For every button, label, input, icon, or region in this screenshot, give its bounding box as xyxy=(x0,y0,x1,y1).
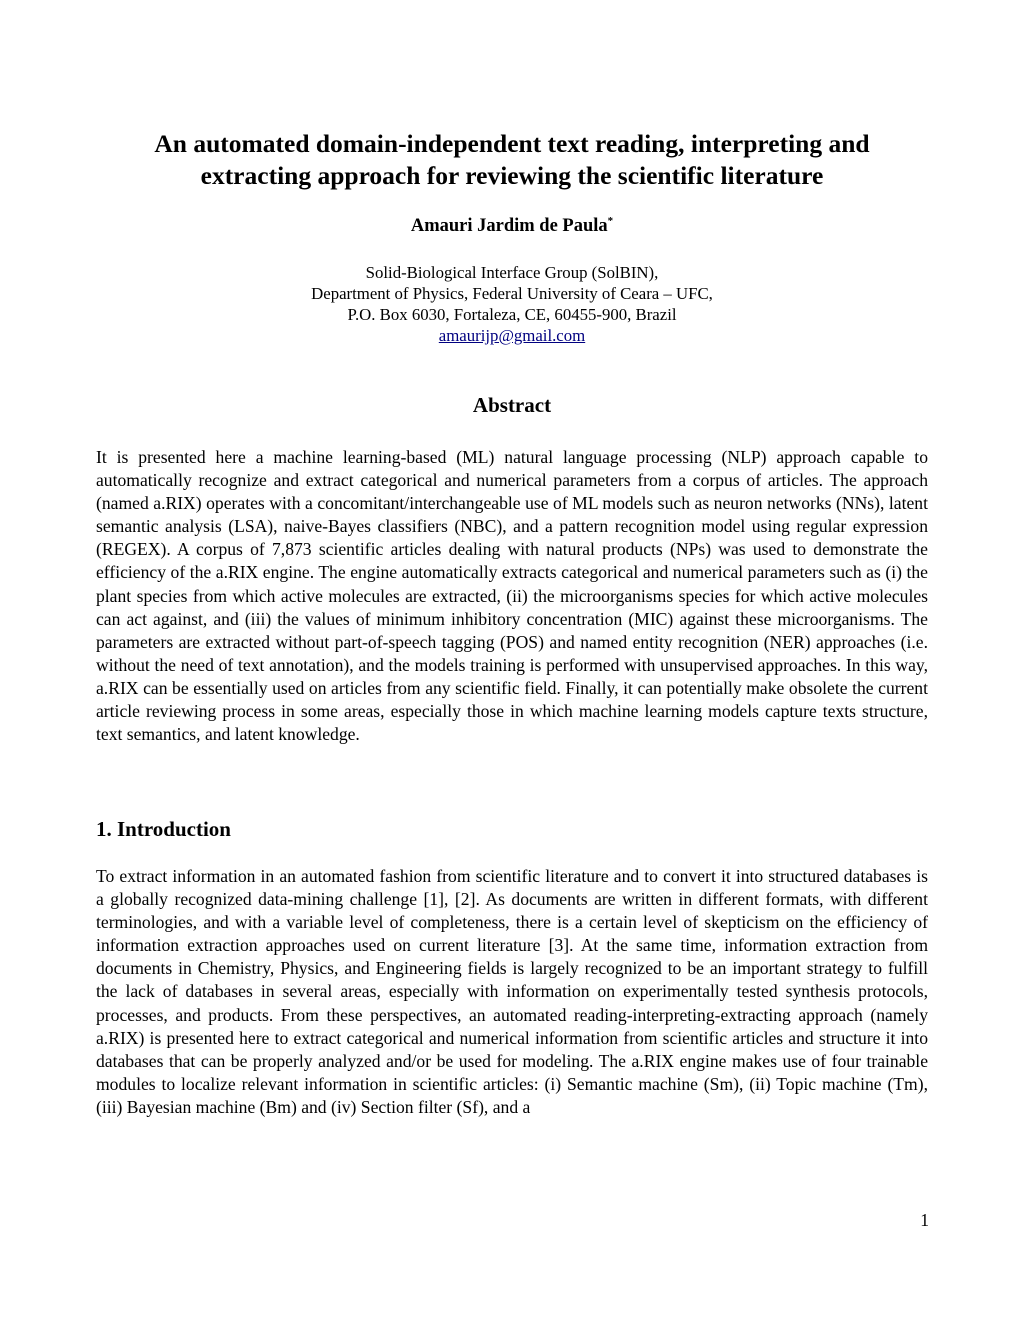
affiliation-department: Department of Physics, Federal University of Ceara – UFC, xyxy=(311,284,713,303)
introduction-paragraph: To extract information in an automated fashion from scientific literature and to convert it into structured databases is a globally recognized data-mining challenge [1], [2]. As documents are written in different formats, with different terminologies, and with a variable level of completeness, there is a certain level of skepticism on the efficiency of information extraction approaches used on current literature [3]. At the same time, information extraction from documents in Chemistry, Physics, and Engineering fields is largely recognized to be an important strategy to fulfill the lack of databases in several areas, especially with information on experimentally tested synthesis protocols, processes, and products. From these perspectives, an automated reading-interpreting-extracting approach (namely a.RIX) is presented here to extract categorical and numerical information from scientific articles and structure it into databases that can be properly analyzed and/or be used for modeling. The a.RIX engine makes use of four trainable modules to localize relevant information in scientific articles: (i) Semantic machine (Sm), (ii) Topic machine (Tm), (iii) Bayesian machine (Bm) and (iv) Section filter (Sf), and a xyxy=(96,866,928,1117)
abstract-heading: Abstract xyxy=(472,393,552,417)
page-number: 1 xyxy=(920,1210,929,1230)
author-name-text: Amauri Jardim de Paula xyxy=(410,216,608,236)
author-email-link[interactable]: amaurijp@gmail.com xyxy=(438,326,586,345)
author-name xyxy=(96,214,928,238)
paper-title-line-2: extracting approach for reviewing the scientific literature xyxy=(200,161,824,190)
author-affiliation xyxy=(96,262,928,346)
affiliation-address: P.O. Box 6030, Fortaleza, CE, 60455-900, Brazil xyxy=(347,305,677,324)
abstract-paragraph: It is presented here a machine learning-based (ML) natural language processing (NLP) approach capable to automatically recognize and extract categorical and numerical parameters from a corpus of articles. The approach (named a.RIX) operates with a concomitant/interchangeable use of ML models such as neuron networks (NNs), latent semantic analysis (LSA), naive-Bayes classifiers (NBC), and a pattern recognition model using regular expression (REGEX). A corpus of 7,873 scientific articles dealing with natural products (NPs) was used to demonstrate the efficiency of the a.RIX engine. The engine automatically extracts categorical and numerical parameters such as (i) the plant species from which active molecules are extracted, (ii) the microorganisms species for which active molecules can act against, and (iii) the values of minimum inhibitory concentration (MIC) against these microorganisms. The parameters are extracted without part-of-speech tagging (POS) and named entity recognition (NER) approaches (i.e. without the need of text annotation), and the models training is performed with unsupervised approaches. In this way, a.RIX can be essentially used on articles from any scientific field. Finally, it can potentially make obsolete the current article reviewing process in some areas, especially those in which machine learning models capture texts structure, text semantics, and latent knowledge. xyxy=(96,447,928,745)
introduction-heading: 1. Introduction xyxy=(96,817,231,841)
paper-title xyxy=(96,128,928,192)
paper-title-line-1: An automated domain-independent text reading, interpreting and xyxy=(154,129,870,158)
corresponding-author-mark: * xyxy=(607,215,614,227)
affiliation-group: Solid-Biological Interface Group (SolBIN), xyxy=(365,263,659,282)
